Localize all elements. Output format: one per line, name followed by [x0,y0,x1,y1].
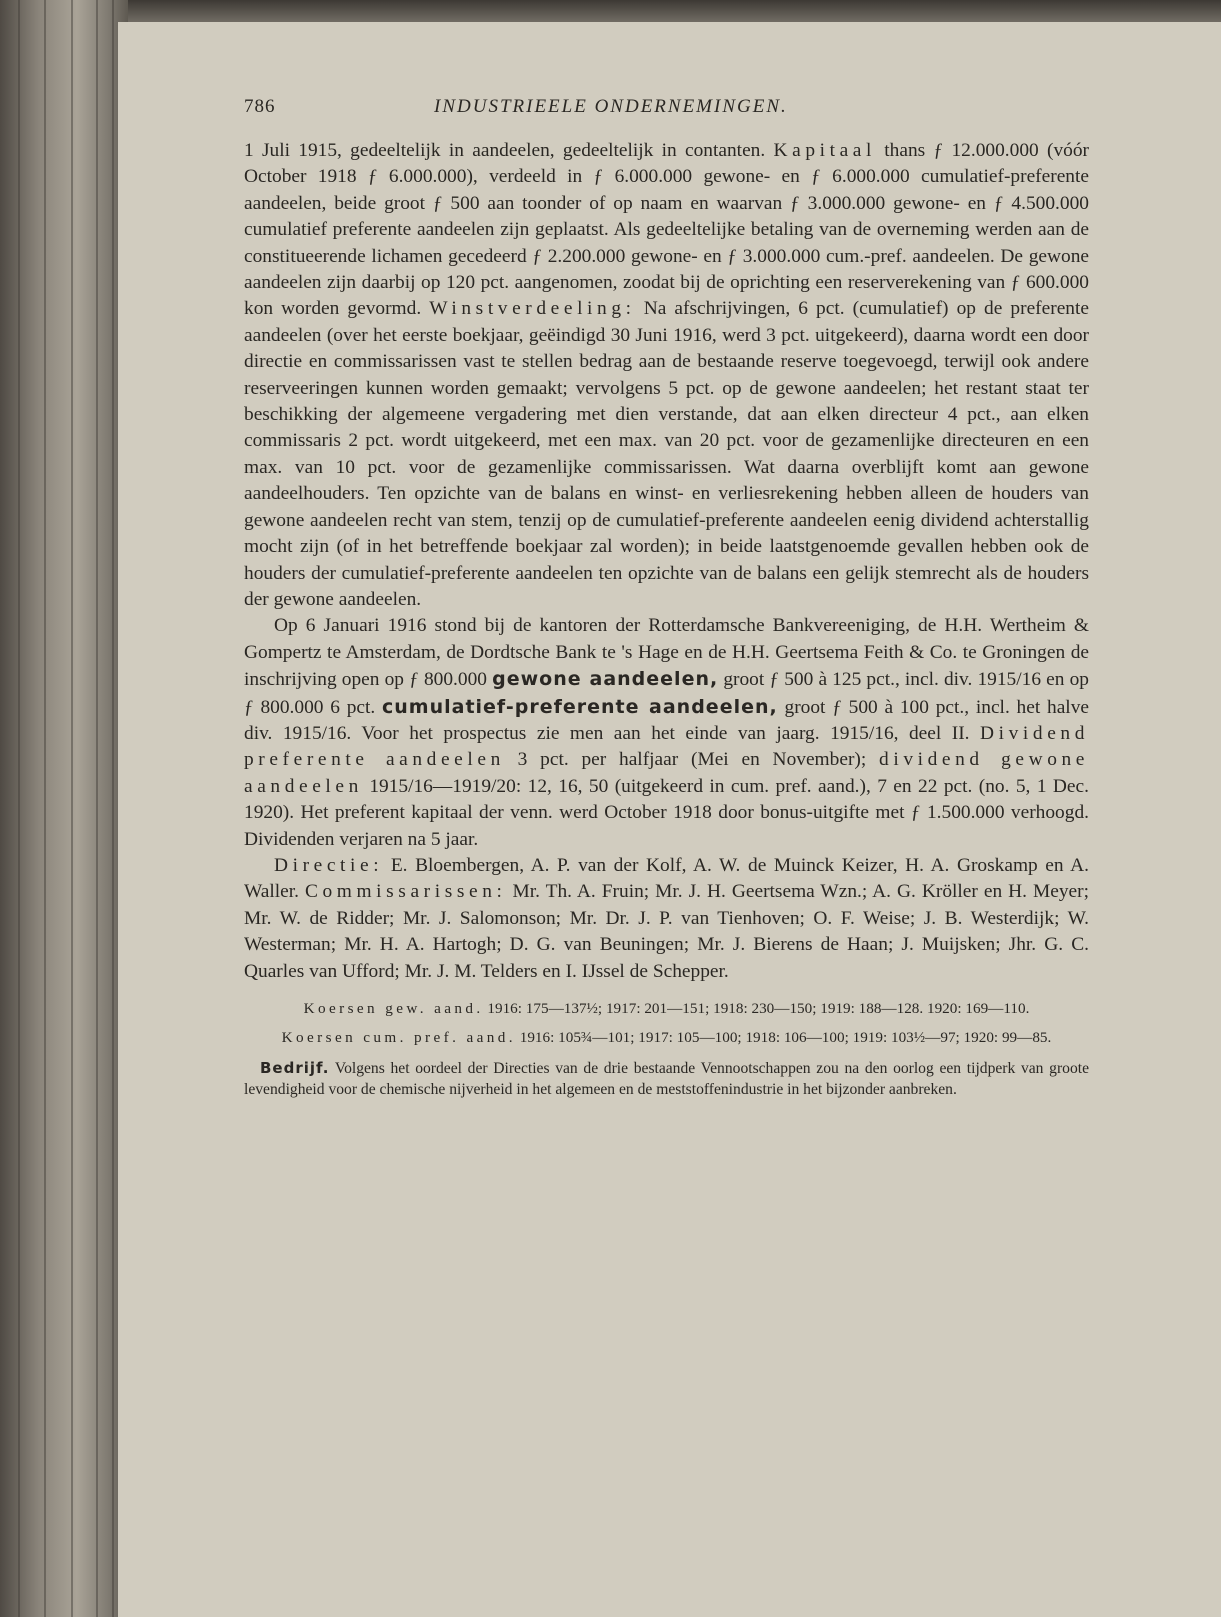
main-text [244,138,1089,985]
running-title: INDUSTRIEELE ONDERNEMINGEN. [434,96,788,117]
page-content [244,88,1089,1100]
book-page [118,22,1221,1617]
text-segment: thans ƒ 12.000.000 (vóór October 1918 ƒ 6.000.000), verdeeld in ƒ 6.000.000 gewone- en ƒ 6.000.000 cumulatief-preferente aandeelen, beide groot ƒ 500 aan toonder of op naam en waarvan ƒ 3.000.000 gewone- en ƒ 4.500.000 cumulatief preferente aandeelen zijn geplaatst. Als gedeeltelijke betaling van de overneming werden aan de constitueerende lichamen gecedeerd ƒ 2.200.000 gewone- en ƒ 3.000.000 cum.-pref. aandeelen. De gewone aandeelen zijn daarbij op 120 pct. aangenomen, zoodat bij de oprichting een reserverekening van ƒ 600.000 kon worden gevormd. [244,140,1090,320]
text-segment: Mr. Th. A. Fruin; Mr. J. H. Geertsema Wzn.; A. G. Kröller en H. Meyer; Mr. W. de Ridder; Mr. J. Salomonson; Mr. Dr. J. P. van Tienhoven; O. F. Weise; J. B. Westerdijk; W. Westerman; Mr. H. A. Hartogh; D. G. van Beuningen; Mr. J. Bierens de Haan; J. Muijsken; Jhr. G. C. Quarles van Ufford; Mr. J. M. Telders en I. IJssel de Schepper. [244,881,1089,982]
text-segment: 1 Juli 1915, gedeeltelijk in aandeelen, gedeeltelijk in contanten. [244,140,774,161]
text-segment: Op 6 Januari 1916 stond bij de kantoren der Rotterdamsche Bankvereeniging, de H.H. Wertheim & Gompertz te Amsterdam, de Dordtsche Bank te 's Hage en de H.H. Geertsema Feith & Co. te Groningen de inschrijving open op ƒ 800.000 [244,615,1089,691]
bedrijf-text: Volgens het oordeel der Directies van de drie bestaande Vennootschappen zou na den oorlog een tijdperk van groote levendigheid voor de chemische nijverheid in het algemeen en de meststoffenindustrie in het bijzonder aanbreken. [244,1060,1089,1098]
directie-heading: Directie: [274,854,384,876]
koersen-block [244,999,1089,1048]
dividend-gewone-heading: dividend gewone aandeelen [244,749,1089,797]
koersen-preferent [244,1028,1089,1049]
bedrijf-paragraph [244,1058,1089,1100]
text-segment: groot ƒ 500 à 100 pct., incl. het halve div. 1915/16. Voor het prospectus zie men aan het einde van jaarg. 1915/16, deel II. [244,696,1089,744]
paragraph-inschrijving [244,613,1089,853]
text-segment: groot ƒ 500 à 125 pct., incl. div. 1915/16 en op ƒ 800.000 6 pct. [244,669,1089,718]
paragraph-bestuur [244,853,1089,985]
text-segment: 1915/16—1919/20: 12, 16, 50 (uitgekeerd in cum. pref. aand.), 7 en 22 pct. (no. 5, 1 Dec. 1920). Het preferent kapitaal der venn. werd October 1918 door bonus-uitgifte met ƒ 1.500.000 verhoogd. Dividenden verjaren na 5 jaar. [244,775,1089,850]
koersen-gewone-values: 1916: 175—137½; 1917: 201—151; 1918: 230—150; 1919: 188—128. 1920: 169—110. [483,1000,1030,1017]
koersen-preferent-label: Koersen cum. pref. aand. [281,1028,516,1046]
cumulatief-preferente-bold: cumulatief-preferente aandeelen, [382,695,778,718]
kapitaal-heading: Kapitaal [773,140,876,161]
paragraph-kapitaal [244,138,1089,613]
dividend-preferente-heading: Dividend preferente aandeelen [244,722,1089,771]
text-segment: Na afschrijvingen, 6 pct. (cumulatief) op de preferente aandeelen (over het eerste boekjaar, geëindigd 30 Juni 1916, werd 3 pct. uitgekeerd), daarna wordt een door directie en commissarissen vast te stellen bedrag aan de bestaande reserve toegevoegd, terwijl ook andere reserveeringen kunnen worden gemaakt; vervolgens 5 pct. op de gewone aandeelen; het restant staat ter beschikking der algemeene vergadering met dien verstande, dat aan elken directeur 4 pct., aan elken commissaris 2 pct. wordt uitgekeerd, met een max. van 20 pct. voor de gezamenlijke directeuren en een max. van 10 pct. voor de gezamenlijke commissarissen. Wat daarna overblijft komt aan gewone aandeelhouders. Ten opzichte van de balans en winst- en verliesrekening hebben alleen de houders van gewone aandeelen recht van stem, tenzij op de cumulatief-preferente aandeelen eenig dividend achterstallig mocht zijn (of in het betreffende boekjaar zal worden); in beide laatstgenoemde gevallen hebben ook de houders der cumulatief-preferente aandeelen ten opzichte van de balans een gelijk stemrecht als de houders der gewone aandeelen. [244,298,1089,610]
bedrijf-label: Bedrijf. [260,1059,330,1078]
text-segment: E. Bloembergen, A. P. van der Kolf, A. W. de Muinck Keizer, H. A. Groskamp en A. Waller. [244,854,1089,903]
koersen-gewone-label: Koersen gew. aand. [303,1000,484,1017]
commissarissen-heading: Commissarissen: [304,881,507,903]
winstverdeeling-heading: Winstverdeeling: [429,298,636,320]
koersen-preferent-values: 1916: 105¾—101; 1917: 105—100; 1918: 106—100; 1919: 103½—97; 1920: 99—85. [515,1028,1052,1046]
gewone-aandeelen-bold: gewone aandeelen, [492,668,719,691]
text-segment: 3 pct. per halfjaar (Mei en November); [504,749,880,771]
book-spine [0,0,128,1617]
running-header [244,88,1089,122]
page-number: 786 [244,96,276,117]
koersen-gewone [244,999,1089,1020]
